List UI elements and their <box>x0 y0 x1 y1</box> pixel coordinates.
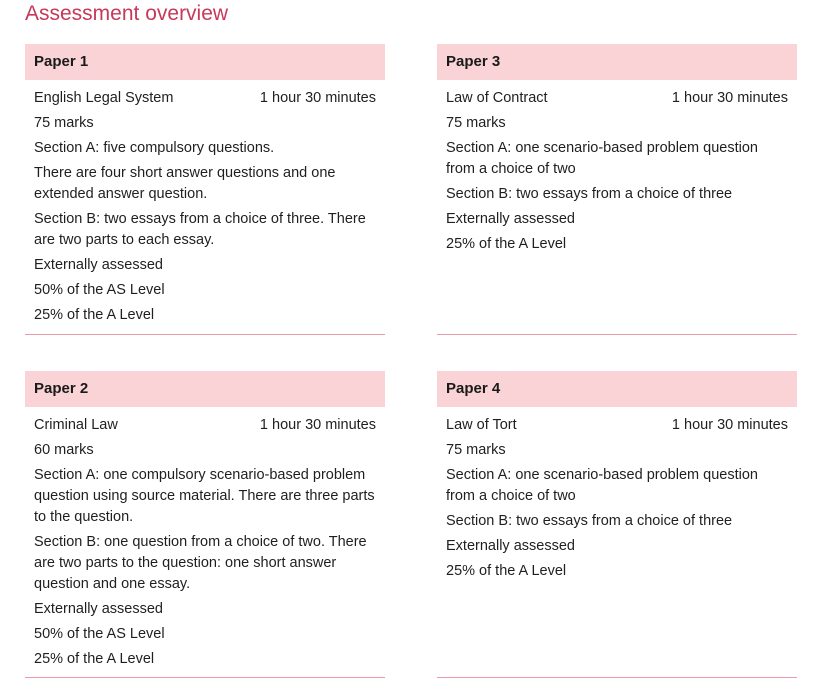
paper-4-panel <box>437 371 797 678</box>
paper-4-header: Paper 4 <box>437 371 797 407</box>
paper-2-section-b: Section B: one question from a choice of two. There are two parts to the question: one short answer question and one essay. <box>34 534 367 592</box>
paper-1-subject: English Legal System <box>34 90 174 106</box>
paper-3-duration: 1 hour 30 minutes <box>671 90 788 106</box>
paper-4-assessment: Externally assessed <box>446 538 575 554</box>
paper-1-section-a: Section A: five compulsory questions. <box>34 140 275 156</box>
paper-1-panel <box>25 44 385 335</box>
paper-4-section-b: Section B: two essays from a choice of three <box>446 513 733 529</box>
paper-3-a-weight: 25% of the A Level <box>446 236 567 252</box>
paper-3-section-a: Section A: one scenario-based problem question from a choice of two <box>446 140 758 177</box>
paper-3-section-b: Section B: two essays from a choice of three <box>446 186 733 202</box>
paper-2-header: Paper 2 <box>25 371 385 407</box>
paper-2-section-a: Section A: one compulsory scenario-based problem question using source material. There are three parts to the question. <box>34 467 375 525</box>
paper-2-subject: Criminal Law <box>34 417 118 433</box>
paper-2-duration: 1 hour 30 minutes <box>259 417 376 433</box>
paper-1-duration: 1 hour 30 minutes <box>259 90 376 106</box>
page-title: Assessment overview <box>25 2 229 25</box>
paper-3-header: Paper 3 <box>437 44 797 80</box>
paper-3-subject: Law of Contract <box>446 90 548 106</box>
paper-4-section-a: Section A: one scenario-based problem question from a choice of two <box>446 467 758 504</box>
paper-3-assessment: Externally assessed <box>446 211 575 227</box>
paper-1-assessment: Externally assessed <box>34 257 163 273</box>
paper-4-subject: Law of Tort <box>446 417 517 433</box>
paper-2-assessment: Externally assessed <box>34 601 163 617</box>
paper-3-panel <box>437 44 797 335</box>
paper-1-a-weight: 25% of the A Level <box>34 307 155 323</box>
paper-4-duration: 1 hour 30 minutes <box>671 417 788 433</box>
paper-1-as-weight: 50% of the AS Level <box>34 282 165 298</box>
paper-3-marks: 75 marks <box>446 115 506 131</box>
paper-1-marks: 75 marks <box>34 115 94 131</box>
paper-1-section-b: Section B: two essays from a choice of three. There are two parts to each essay. <box>34 211 366 248</box>
paper-4-marks: 75 marks <box>446 442 506 458</box>
paper-2-a-weight: 25% of the A Level <box>34 651 155 667</box>
paper-1-section-a-detail: There are four short answer questions and one extended answer question. <box>34 165 336 202</box>
paper-2-as-weight: 50% of the AS Level <box>34 626 165 642</box>
paper-2-marks: 60 marks <box>34 442 94 458</box>
paper-1-header: Paper 1 <box>25 44 385 80</box>
paper-4-a-weight: 25% of the A Level <box>446 563 567 579</box>
paper-2-panel <box>25 371 385 678</box>
